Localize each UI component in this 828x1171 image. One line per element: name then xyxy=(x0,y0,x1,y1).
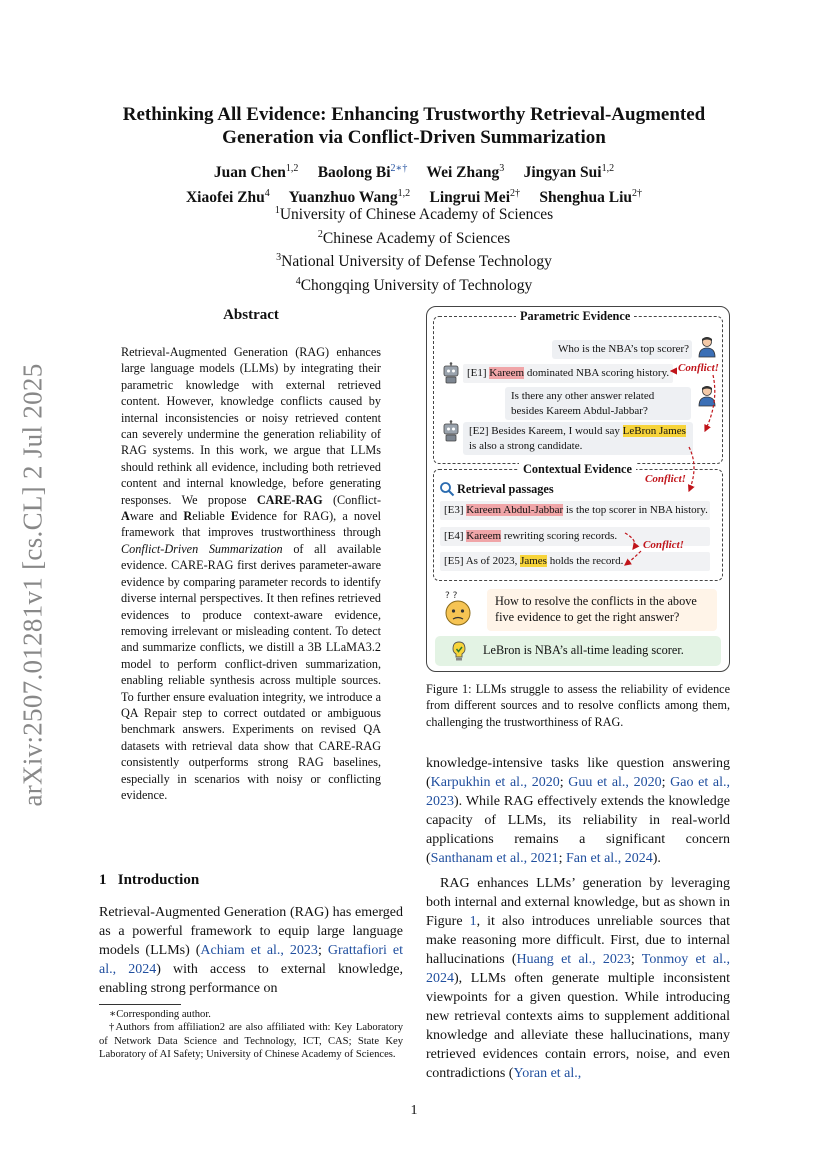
contextual-evidence-label: Contextual Evidence xyxy=(519,462,636,477)
robot-icon xyxy=(441,420,461,442)
title-line-1: Rethinking All Evidence: Enhancing Trustworthy Retrieval-Augmented xyxy=(122,104,706,125)
citation-link[interactable]: Yoran et al., xyxy=(513,1066,582,1081)
footnote: †Authors from affiliation2 are also affiliated with: Key Laboratory of Network Data Science and Technology, ICT, CAS; State Key Laboratory of AI Safety; University of Chinese Academy of Sciences. xyxy=(99,1022,403,1061)
user-icon xyxy=(697,336,717,358)
citation-link[interactable]: Gao et al., 2023 xyxy=(426,775,731,809)
citation-link[interactable]: Huang et al., 2023 xyxy=(516,952,631,967)
figure-1 xyxy=(426,306,730,672)
author: Juan Chen$^{1,2}$ xyxy=(213,163,299,182)
parametric-evidence-label: Parametric Evidence xyxy=(516,309,634,324)
svg-text:? ?: ? ? xyxy=(445,591,458,601)
footnotes xyxy=(99,1008,403,1062)
figure-reference-link[interactable]: 1 xyxy=(469,914,477,929)
magnifier-icon xyxy=(439,481,455,497)
author: Shenghua Liu$^{2\dagger}$ xyxy=(539,188,642,207)
footnote: ∗Corresponding author. xyxy=(109,1009,211,1020)
answer-text: LeBron is NBA’s all-time leading scorer. xyxy=(483,643,684,657)
affiliation: $^2$Chinese Academy of Sciences xyxy=(317,228,511,247)
paper-title xyxy=(60,103,768,149)
author: Lingrui Mei$^{2\dagger}$ xyxy=(429,188,520,207)
section-heading-introduction: 1 Introduction xyxy=(99,872,200,888)
robot-icon xyxy=(441,362,461,384)
lightbulb-icon xyxy=(449,640,469,662)
title-line-2: Generation via Conflict-Driven Summarization xyxy=(222,127,606,148)
author: Jingyan Sui$^{1,2}$ xyxy=(523,163,615,182)
evidence-e2: [E2] Besides Kareem, I would say LeBron James is also a strong candidate. xyxy=(463,422,693,455)
citation-link[interactable]: Fan et al., 2024 xyxy=(565,851,653,866)
intro-paragraph-1-continued: knowledge-intensive tasks like question answering (Karpukhin et al., 2020; Guu et al., 2020; Gao et al., 2023). While RAG effectively extends the knowledge capacity of LLMs, its reliability in real-world applications remains a significant concern (Santhanam et al., 2021; Fan et al., 2024). xyxy=(426,756,731,866)
author: Xiaofei Zhu$^4$ xyxy=(185,188,270,207)
citation-link[interactable]: Tonmoy et al., 2024 xyxy=(426,952,731,986)
conflict-label: Conflict! xyxy=(643,539,684,551)
affiliation: $^1$University of Chinese Academy of Sciences xyxy=(274,205,554,224)
citation-link[interactable]: Karpukhin et al., 2020 xyxy=(430,775,560,790)
evidence-e5: [E5] As of 2023, James holds the record. xyxy=(440,552,710,571)
evidence-e1: [E1] Kareem dominated NBA scoring history. xyxy=(463,364,673,383)
author: Wei Zhang$^3$ xyxy=(426,163,505,182)
user-icon xyxy=(697,385,717,407)
intro-paragraph-2: RAG enhances LLMs’ generation by leveraging both internal and external knowledge, but as shown in Figure 1, it also introduces unreliable sources that make reasoning more difficult. First, due to internal hallucinations (Huang et al., 2023; Tonmoy et al., 2024), LLMs often generate multiple inconsistent viewpoints for a given question. While introducing new retrieval contexts aims to supplement additional knowledge and alleviate these hallucinations, many retrieved evidences contain errors, noise, and even contradictions (Yoran et al., xyxy=(426,876,731,1081)
conflict-label: Conflict! xyxy=(645,473,686,485)
resolution-question: How to resolve the conflicts in the above five evidence to get the right answer? xyxy=(487,589,717,631)
footnote-rule xyxy=(99,1004,181,1005)
affiliation-list xyxy=(60,201,768,296)
author: Baolong $Bi^{2∗\dagger}$ xyxy=(317,163,408,182)
figure-caption: Figure 1: LLMs struggle to assess the reliability of evidence from different sources and to resolve conflicts among them, challenging the trustworthiness of RAG. xyxy=(426,682,730,729)
answer-box xyxy=(435,636,721,666)
user-question-bubble: Who is the NBA’s top scorer? xyxy=(552,340,692,359)
abstract-heading: Abstract xyxy=(223,307,279,323)
confused-face-icon xyxy=(441,589,477,629)
arxiv-stamp: arXiv:2507.01281v1 [cs.CL] 2 Jul 2025 xyxy=(17,363,48,807)
evidence-e3: [E3] Kareem Abdul-Jabbar is the top scorer in NBA history. xyxy=(440,501,710,520)
author: Yuanzhuo Wang$^{1,2}$ xyxy=(288,188,411,207)
affiliation: $^3$National University of Defense Technology xyxy=(276,252,552,271)
intro-paragraph-1: Retrieval-Augmented Generation (RAG) has emerged as a powerful framework to equip large language models (LLMs) (Achiam et al., 2023; Grattafiori et al., 2024) with access to external knowledge, enabling strong performance on xyxy=(99,905,404,996)
abstract-text: Retrieval-Augmented Generation (RAG) enhances large language models (LLMs) by integrating their parametric knowledge with external retrieved content. However, knowledge conflicts caused by internal inconsistencies or noisy retrieved content can severely undermine the generation reliability of RAG systems. In this work, we argue that LLMs should rethink all evidence, including both retrieved content and internal knowledge, before generating responses. We propose CARE-RAG (Conflict-Aware and Reliable Evidence for RAG), a novel framework that improves trustworthiness through Conflict-Driven Summarization of all available evidence. CARE-RAG first derives parameter-aware evidence by comparing parameter records to identify diverse internal perspectives. It then refines retrieved evidences to produce context-aware evidence, removing irrelevant or misleading content. To detect and summarize conflicts, we distill a 3B LLaMA3.2 model to perform conflict-driven summarization, enabling reliable synthesis across multiple sources. To further ensure evaluation integrity, we introduce a QA Repair step to correct outdated or ambiguous benchmark answers. Experiments on revised QA datasets with retrieval data show that CARE-RAG consistently outperforms strong RAG baselines, especially in scenarios with noisy or conflicting evidence. xyxy=(121,345,382,802)
citation-link[interactable]: Guu et al., 2020 xyxy=(568,775,662,790)
conflict-label: Conflict! xyxy=(678,362,719,374)
citation-link[interactable]: Achiam et al., 2023 xyxy=(200,943,318,958)
affiliation: $^4$Chongqing University of Technology xyxy=(295,275,533,295)
page-number: 1 xyxy=(410,1103,418,1118)
retrieval-passages-label: Retrieval passages xyxy=(457,482,554,496)
citation-link[interactable]: Grattafiori et al., 2024 xyxy=(99,943,404,977)
user-question-bubble: Is there any other answer related besides Kareem Abdul-Jabbar? xyxy=(505,387,691,420)
citation-link[interactable]: Santhanam et al., 2021 xyxy=(430,851,559,866)
evidence-e4: [E4] Kareem rewriting scoring records. xyxy=(440,527,710,546)
